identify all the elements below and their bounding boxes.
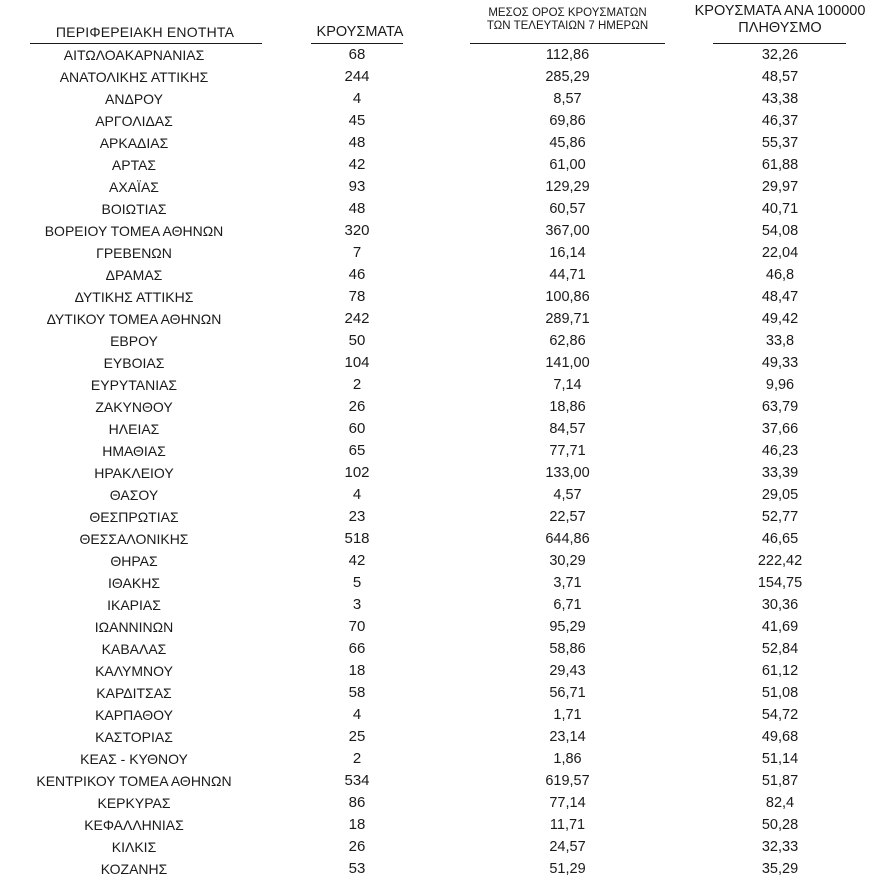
header-per100k-line2: ΠΛΗΘΥΣΜΟ bbox=[738, 19, 822, 36]
avg7-cell: 129,29 bbox=[545, 179, 590, 195]
per100k-cell: 32,33 bbox=[761, 839, 799, 855]
cases-cell: 26 bbox=[348, 838, 366, 855]
per100k-cell: 49,42 bbox=[761, 311, 799, 327]
avg7-cell: 77,14 bbox=[549, 795, 586, 811]
table-row bbox=[0, 836, 880, 858]
header-per100k-line1: ΚΡΟΥΣΜΑΤΑ ΑΝΑ 100000 bbox=[694, 3, 866, 19]
region-cell: ΑΝΑΤΟΛΙΚΗΣ ΑΤΤΙΚΗΣ bbox=[59, 69, 209, 85]
region-cell: ΚΑΒΑΛΑΣ bbox=[101, 641, 167, 657]
region-cell: ΑΙΤΩΛΟΑΚΑΡΝΑΝΙΑΣ bbox=[63, 47, 205, 63]
per100k-cell: 55,37 bbox=[761, 135, 799, 151]
per100k-cell: 222,42 bbox=[757, 553, 803, 569]
table-row bbox=[0, 132, 880, 154]
table-row bbox=[0, 704, 880, 726]
per100k-cell: 9,96 bbox=[765, 377, 795, 393]
cases-cell: 320 bbox=[344, 222, 370, 239]
per100k-cell: 51,08 bbox=[761, 685, 799, 701]
cases-cell: 2 bbox=[352, 750, 362, 767]
header-avg7-line2: ΤΩΝ ΤΕΛΕΥΤΑΙΩΝ 7 ΗΜΕΡΩΝ bbox=[486, 20, 649, 33]
region-cell: ΕΥΡΥΤΑΝΙΑΣ bbox=[90, 377, 178, 393]
table-row bbox=[0, 352, 880, 374]
avg7-cell: 61,00 bbox=[549, 157, 586, 173]
avg7-cell: 100,86 bbox=[545, 289, 590, 305]
region-cell: ΚΑΡΠΑΘΟΥ bbox=[95, 707, 173, 723]
cases-cell: 68 bbox=[348, 46, 366, 63]
table-row bbox=[0, 528, 880, 550]
avg7-cell: 619,57 bbox=[545, 773, 590, 789]
avg7-cell: 289,71 bbox=[545, 311, 590, 327]
avg7-cell: 112,86 bbox=[545, 47, 590, 63]
per100k-cell: 29,05 bbox=[761, 487, 799, 503]
table-row bbox=[0, 198, 880, 220]
region-cell: ΘΑΣΟΥ bbox=[109, 487, 159, 503]
per100k-cell: 35,29 bbox=[761, 861, 799, 877]
cases-cell: 78 bbox=[348, 288, 366, 305]
region-cell: ΑΡΚΑΔΙΑΣ bbox=[99, 135, 169, 151]
avg7-cell: 62,86 bbox=[549, 333, 586, 349]
per100k-cell: 51,14 bbox=[761, 751, 799, 767]
per100k-cell: 63,79 bbox=[761, 399, 799, 415]
cases-cell: 518 bbox=[344, 530, 370, 547]
per100k-cell: 50,28 bbox=[761, 817, 799, 833]
table-row bbox=[0, 374, 880, 396]
avg7-cell: 4,57 bbox=[553, 487, 582, 503]
per100k-cell: 33,39 bbox=[761, 465, 799, 481]
header-cases: ΚΡΟΥΣΜΑΤΑ bbox=[316, 24, 404, 40]
table-row bbox=[0, 550, 880, 572]
table-row bbox=[0, 286, 880, 308]
avg7-cell: 133,00 bbox=[545, 465, 590, 481]
table-row bbox=[0, 814, 880, 836]
avg7-cell: 95,29 bbox=[549, 619, 586, 635]
cases-cell: 7 bbox=[352, 244, 362, 261]
table-row bbox=[0, 110, 880, 132]
region-cell: ΚΑΛΥΜΝΟΥ bbox=[95, 663, 173, 679]
avg7-cell: 45,86 bbox=[549, 135, 586, 151]
per100k-cell: 22,04 bbox=[761, 245, 799, 261]
table-row bbox=[0, 440, 880, 462]
per100k-cell: 33,8 bbox=[765, 333, 795, 349]
region-cell: ΑΡΤΑΣ bbox=[111, 157, 157, 173]
region-cell: ΔΡΑΜΑΣ bbox=[105, 267, 163, 283]
table-row bbox=[0, 792, 880, 814]
table-row bbox=[0, 660, 880, 682]
avg7-cell: 69,86 bbox=[549, 113, 586, 129]
cases-cell: 50 bbox=[348, 332, 366, 349]
table-row bbox=[0, 418, 880, 440]
cases-cell: 53 bbox=[348, 860, 366, 877]
per100k-cell: 37,66 bbox=[761, 421, 799, 437]
cases-cell: 65 bbox=[348, 442, 366, 459]
table-row bbox=[0, 682, 880, 704]
table-row bbox=[0, 572, 880, 594]
table-row bbox=[0, 638, 880, 660]
table-row bbox=[0, 88, 880, 110]
cases-cell: 244 bbox=[344, 68, 370, 85]
table-row bbox=[0, 484, 880, 506]
region-cell: ΚΕΦΑΛΛΗΝΙΑΣ bbox=[84, 817, 184, 833]
per100k-cell: 41,69 bbox=[761, 619, 799, 635]
region-cell: ΔΥΤΙΚΗΣ ΑΤΤΙΚΗΣ bbox=[74, 289, 194, 305]
cases-cell: 3 bbox=[352, 596, 362, 613]
region-cell: ΙΩΑΝΝΙΝΩΝ bbox=[94, 619, 174, 635]
region-cell: ΗΛΕΙΑΣ bbox=[108, 421, 160, 437]
cases-cell: 60 bbox=[348, 420, 366, 437]
per100k-cell: 54,08 bbox=[761, 223, 799, 239]
region-cell: ΘΕΣΣΑΛΟΝΙΚΗΣ bbox=[79, 531, 189, 547]
table-row bbox=[0, 462, 880, 484]
cases-cell: 66 bbox=[348, 640, 366, 657]
table-row bbox=[0, 594, 880, 616]
avg7-cell: 285,29 bbox=[545, 69, 590, 85]
region-cell: ΙΘΑΚΗΣ bbox=[108, 575, 160, 591]
region-cell: ΒΟΡΕΙΟΥ ΤΟΜΕΑ ΑΘΗΝΩΝ bbox=[44, 223, 224, 239]
per100k-cell: 61,12 bbox=[761, 663, 799, 679]
region-cell: ΚΑΡΔΙΤΣΑΣ bbox=[96, 685, 172, 701]
per100k-cell: 46,37 bbox=[761, 113, 799, 129]
region-cell: ΘΗΡΑΣ bbox=[110, 553, 158, 569]
table-body bbox=[0, 44, 880, 880]
cases-cell: 5 bbox=[352, 574, 362, 591]
avg7-cell: 51,29 bbox=[549, 861, 586, 877]
avg7-cell: 29,43 bbox=[549, 663, 586, 679]
table-row bbox=[0, 242, 880, 264]
cases-cell: 46 bbox=[348, 266, 366, 283]
cases-cell: 42 bbox=[348, 156, 366, 173]
cases-cell: 4 bbox=[352, 90, 362, 107]
region-cell: ΚΕΑΣ - ΚΥΘΝΟΥ bbox=[80, 751, 188, 767]
per100k-cell: 46,23 bbox=[761, 443, 799, 459]
per100k-cell: 49,33 bbox=[761, 355, 799, 371]
per100k-cell: 61,88 bbox=[761, 157, 799, 173]
cases-cell: 93 bbox=[348, 178, 366, 195]
cases-cell: 25 bbox=[348, 728, 366, 745]
table-row bbox=[0, 330, 880, 352]
per100k-cell: 46,65 bbox=[761, 531, 799, 547]
per100k-cell: 52,84 bbox=[761, 641, 799, 657]
header-avg7 bbox=[455, 7, 680, 33]
cases-cell: 58 bbox=[348, 684, 366, 701]
cases-cell: 45 bbox=[348, 112, 366, 129]
region-cell: ΗΜΑΘΙΑΣ bbox=[102, 443, 166, 459]
region-cell: ΚΕΡΚΥΡΑΣ bbox=[97, 795, 171, 811]
per100k-cell: 48,57 bbox=[761, 69, 799, 85]
region-cell: ΕΥΒΟΙΑΣ bbox=[103, 355, 165, 371]
cases-cell: 48 bbox=[348, 134, 366, 151]
avg7-cell: 60,57 bbox=[549, 201, 586, 217]
avg7-cell: 16,14 bbox=[549, 245, 586, 261]
header-per100k bbox=[670, 3, 880, 36]
per100k-cell: 29,97 bbox=[761, 179, 799, 195]
cases-cell: 18 bbox=[348, 816, 366, 833]
table-row bbox=[0, 748, 880, 770]
avg7-cell: 44,71 bbox=[549, 267, 586, 283]
table-row bbox=[0, 308, 880, 330]
per100k-cell: 52,77 bbox=[761, 509, 799, 525]
table-row bbox=[0, 154, 880, 176]
cases-cell: 242 bbox=[344, 310, 370, 327]
cases-cell: 48 bbox=[348, 200, 366, 217]
header-avg7-line1: ΜΕΣΟΣ ΟΡΟΣ ΚΡΟΥΣΜΑΤΩΝ bbox=[488, 7, 647, 19]
avg7-cell: 1,86 bbox=[553, 751, 582, 767]
per100k-cell: 54,72 bbox=[761, 707, 799, 723]
avg7-cell: 24,57 bbox=[549, 839, 586, 855]
region-cell: ΗΡΑΚΛΕΙΟΥ bbox=[94, 465, 174, 481]
per100k-cell: 48,47 bbox=[761, 289, 799, 305]
avg7-cell: 367,00 bbox=[545, 223, 590, 239]
cases-cell: 4 bbox=[352, 486, 362, 503]
avg7-cell: 7,14 bbox=[553, 377, 582, 393]
region-cell: ΖΑΚΥΝΘΟΥ bbox=[95, 399, 173, 415]
table-row bbox=[0, 264, 880, 286]
per100k-cell: 30,36 bbox=[761, 597, 799, 613]
table-row bbox=[0, 396, 880, 418]
per100k-cell: 43,38 bbox=[761, 91, 799, 107]
per100k-cell: 40,71 bbox=[761, 201, 799, 217]
cases-cell: 42 bbox=[348, 552, 366, 569]
avg7-cell: 1,71 bbox=[553, 707, 582, 723]
table-row bbox=[0, 858, 880, 880]
avg7-cell: 58,86 bbox=[549, 641, 586, 657]
region-cell: ΒΟΙΩΤΙΑΣ bbox=[101, 201, 167, 217]
per100k-cell: 82,4 bbox=[765, 795, 795, 811]
avg7-cell: 3,71 bbox=[553, 575, 582, 591]
cases-cell: 70 bbox=[348, 618, 366, 635]
per100k-cell: 46,8 bbox=[765, 267, 795, 283]
per100k-cell: 154,75 bbox=[757, 575, 803, 591]
per100k-cell: 49,68 bbox=[761, 729, 799, 745]
avg7-cell: 56,71 bbox=[549, 685, 586, 701]
avg7-cell: 30,29 bbox=[549, 553, 586, 569]
cases-cell: 18 bbox=[348, 662, 366, 679]
region-cell: ΕΒΡΟΥ bbox=[110, 333, 158, 349]
avg7-cell: 8,57 bbox=[553, 91, 582, 107]
per100k-cell: 51,87 bbox=[761, 773, 799, 789]
cases-cell: 102 bbox=[344, 464, 370, 481]
region-cell: ΑΝΔΡΟΥ bbox=[105, 91, 163, 107]
table-row bbox=[0, 506, 880, 528]
table-header bbox=[0, 0, 880, 48]
region-cell: ΓΡΕΒΕΝΩΝ bbox=[96, 245, 172, 261]
region-cell: ΑΧΑΪΑΣ bbox=[109, 179, 159, 195]
cases-cell: 86 bbox=[348, 794, 366, 811]
cases-cell: 104 bbox=[344, 354, 370, 371]
region-cell: ΙΚΑΡΙΑΣ bbox=[107, 597, 161, 613]
table-row bbox=[0, 616, 880, 638]
avg7-cell: 23,14 bbox=[549, 729, 586, 745]
per100k-cell: 32,26 bbox=[761, 47, 799, 63]
table-row bbox=[0, 66, 880, 88]
table-row bbox=[0, 176, 880, 198]
region-cell: ΘΕΣΠΡΩΤΙΑΣ bbox=[89, 509, 179, 525]
region-cell: ΚΟΖΑΝΗΣ bbox=[100, 861, 168, 877]
cases-cell: 4 bbox=[352, 706, 362, 723]
avg7-cell: 84,57 bbox=[549, 421, 586, 437]
avg7-cell: 77,71 bbox=[549, 443, 586, 459]
cases-cell: 26 bbox=[348, 398, 366, 415]
region-cell: ΚΙΛΚΙΣ bbox=[111, 839, 157, 855]
cases-cell: 2 bbox=[352, 376, 362, 393]
table-row bbox=[0, 726, 880, 748]
cases-cell: 23 bbox=[348, 508, 366, 525]
avg7-cell: 644,86 bbox=[545, 531, 590, 547]
table-row bbox=[0, 220, 880, 242]
region-cell: ΔΥΤΙΚΟΥ ΤΟΜΕΑ ΑΘΗΝΩΝ bbox=[46, 311, 222, 327]
region-cell: ΚΕΝΤΡΙΚΟΥ ΤΟΜΕΑ ΑΘΗΝΩΝ bbox=[36, 773, 232, 789]
table-row bbox=[0, 44, 880, 66]
region-cell: ΚΑΣΤΟΡΙΑΣ bbox=[95, 729, 173, 745]
avg7-cell: 22,57 bbox=[549, 509, 586, 525]
avg7-cell: 6,71 bbox=[553, 597, 582, 613]
table-row bbox=[0, 770, 880, 792]
header-region: ΠΕΡΙΦΕΡΕΙΑΚΗ ΕΝΟΤΗΤΑ bbox=[55, 24, 235, 40]
cases-cell: 534 bbox=[344, 772, 370, 789]
avg7-cell: 11,71 bbox=[549, 817, 586, 833]
avg7-cell: 141,00 bbox=[545, 355, 590, 371]
avg7-cell: 18,86 bbox=[549, 399, 586, 415]
region-cell: ΑΡΓΟΛΙΔΑΣ bbox=[95, 113, 173, 129]
